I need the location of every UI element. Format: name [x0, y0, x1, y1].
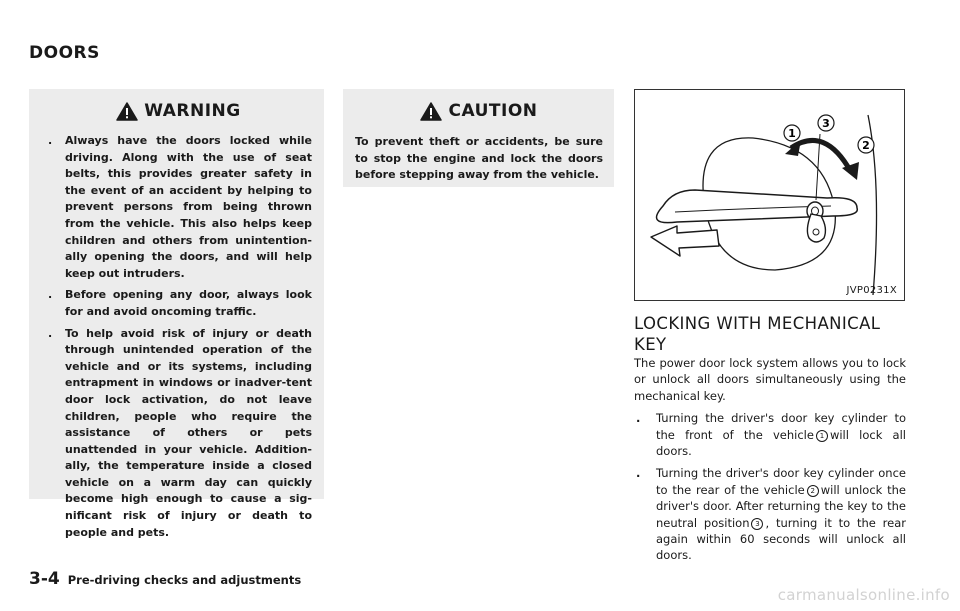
page-number: 3-4: [29, 569, 60, 589]
item-text: will unlock the driver's door. After returning the key to the neutral position: [656, 482, 906, 530]
chapter-name: Pre-driving checks and adjustments: [67, 573, 302, 587]
section-title: DOORS: [29, 43, 100, 63]
warning-title: WARNING: [144, 100, 241, 121]
list-item: [634, 410, 906, 459]
intro-paragraph: The power door lock system allows you to lock or unlock all doors simultaneously using the mechanical key.: [634, 356, 906, 403]
callout-2: 2: [862, 139, 870, 152]
warning-item-text: Before opening any door, always look for and avoid oncoming traffic.: [65, 288, 312, 318]
warning-item-text: Always have the doors locked while driving. Along with the use of seat belts, this provides greater safety in the event of an accident by helping to prevent persons from being thrown from the vehicle. This also helps keep children and others from unintention-ally opening the doors, and will help keep out intruders.: [65, 134, 312, 280]
caution-triangle-icon: [420, 102, 442, 121]
page-footer: [29, 569, 301, 589]
locking-body: [634, 355, 906, 570]
warning-item-text: To help avoid risk of injury or death through unintended operation of the vehicle and or its systems, including entrapment in windows or inadver-tent door lock activation, do not leave children, people who require the assistance of others or pets unattended in your vehicle. Addition-ally, the temperature inside a closed vehicle on a warm day can quickly become high enough to cause a sig-nificant risk of injury or death to people and pets.: [65, 326, 312, 539]
list-item: [45, 287, 312, 320]
caution-text: To prevent theft or accidents, be sure to stop the engine and lock the doors before stepping away from the vehicle.: [355, 135, 603, 182]
list-item: [45, 326, 312, 542]
figure-caption: JVP0231X: [846, 285, 897, 296]
item-text: , turning it to the rear again within 60 seconds will unlock all doors.: [656, 515, 906, 563]
warning-header: [45, 89, 312, 133]
watermark: carmanualsonline.info: [777, 586, 950, 604]
bullet: .: [636, 466, 641, 481]
locking-list: [634, 410, 906, 564]
section-heading: LOCKING WITH MECHANICAL KEY: [634, 314, 881, 354]
warning-box: [29, 89, 324, 539]
item-text: Turning the driver's door key cylinder to the front of the vehicle: [656, 411, 906, 442]
caution-box: [343, 89, 614, 187]
bullet: .: [48, 134, 53, 147]
callout-ref-1: 1: [816, 430, 828, 442]
bullet: .: [48, 326, 53, 340]
item-text: Turning the driver's door key cylinder once to the rear of the vehicle: [656, 466, 906, 497]
callout-ref-3: 3: [751, 518, 763, 530]
caution-title: CAUTION: [448, 101, 538, 122]
caution-header: [355, 89, 603, 134]
warning-list: [45, 133, 312, 541]
door-handle-illustration: [635, 90, 905, 301]
callout-ref-2: 2: [807, 485, 819, 497]
callout-1: 1: [788, 127, 796, 140]
item-text: will lock all doors.: [656, 427, 906, 459]
warning-triangle-icon: [116, 102, 138, 121]
list-item: [634, 465, 906, 563]
callout-3: 3: [822, 117, 830, 130]
bullet: .: [48, 288, 53, 302]
bullet: .: [636, 411, 641, 426]
list-item: [45, 133, 312, 282]
door-handle-figure: [634, 89, 905, 301]
